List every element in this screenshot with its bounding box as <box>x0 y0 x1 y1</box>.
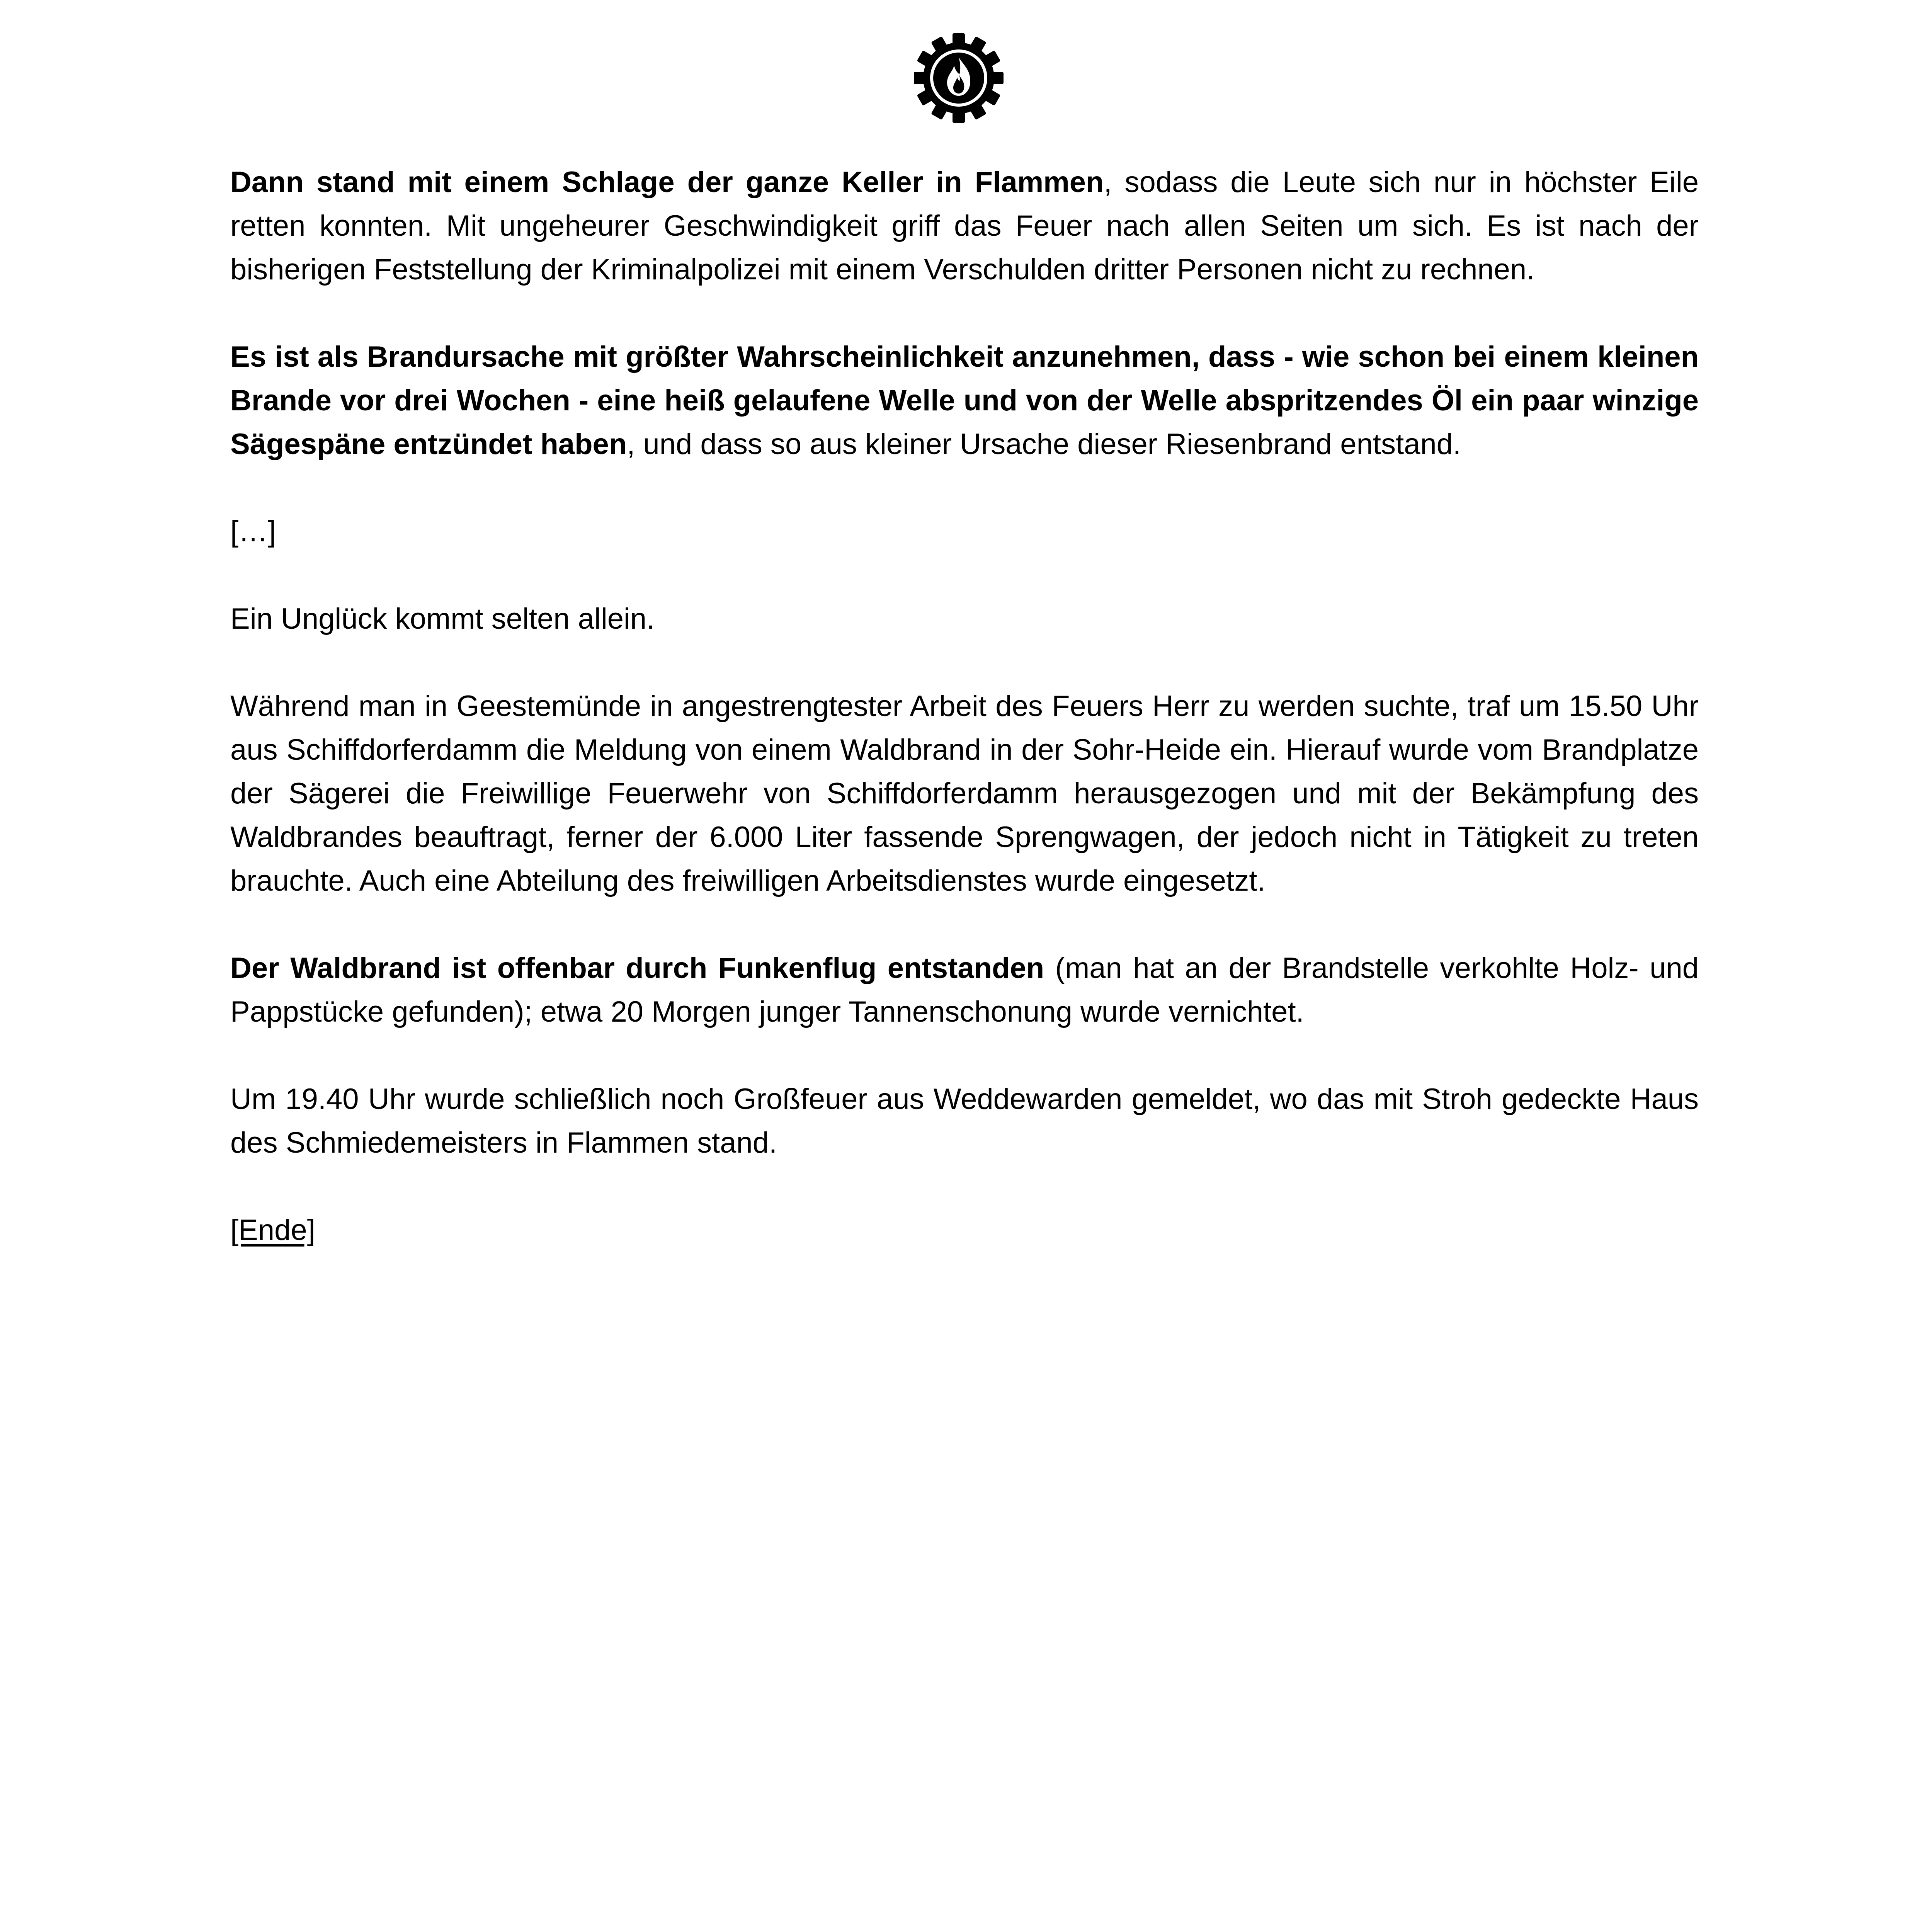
paragraph-5: Während man in Geestemünde in angestrengtester Arbeit des Feuers Herr zu werden suchte, traf um 15.50 Uhr aus Schiffdorferdamm die Meldung von einem Waldbrand in der Sohr-Heide ein. Hierauf wurde vom Brandplatze der Sägerei die Freiwillige Feuerwehr von Schiffdorferdamm herausgezogen und mit der Bekämpfung des Waldbrandes beauftragt, ferner der 6.000 Liter fassende Sprengwagen, der jedoch nicht in Tätigkeit zu treten brauchte. Auch eine Abteilung des freiwilligen Arbeitsdienstes wurde eingesetzt. <box>230 690 1699 897</box>
paragraph-6-bold: Der Waldbrand ist offenbar durch Funkenflug entstanden <box>230 952 1044 985</box>
paragraph-6-text: (man hat an der Brandstelle verkohlte Holz- und Pappstücke gefunden); etwa 20 Morgen junger Tannenschonung wurde vernichtet. <box>230 952 1699 1028</box>
paragraph-ellipsis: […] <box>230 515 276 548</box>
paragraph-4: Ein Unglück kommt selten allein. <box>230 602 655 635</box>
paragraph-2-text: , und dass so aus kleiner Ursache dieser Riesenbrand entstand. <box>627 428 1461 461</box>
end-marker: [Ende] <box>230 1214 315 1247</box>
paragraph-1 <box>230 160 1699 291</box>
paragraph-end <box>230 1208 1699 1252</box>
paragraph-2 <box>230 335 1699 466</box>
paragraph-7: Um 19.40 Uhr wurde schließlich noch Großfeuer aus Weddewarden gemeldet, wo das mit Stroh gedeckte Haus des Schmiedemeisters in Flammen stand. <box>230 1083 1699 1159</box>
paragraph-6 <box>230 946 1699 1034</box>
paragraph-1-text: , sodass die Leute sich nur in höchster Eile retten konnten. Mit ungeheurer Geschwindigkeit griff das Feuer nach allen Seiten um sich. Es ist nach der bisherigen Feststellung der Kriminalpolizei mit einem Verschulden dritter Personen nicht zu rechnen. <box>230 166 1699 286</box>
document-body <box>230 160 1699 1296</box>
gear-flame-icon <box>912 32 1005 124</box>
paragraph-2-bold: Es ist als Brandursache mit größter Wahrscheinlichkeit anzunehmen, dass - wie schon bei einem kleinen Brande vor drei Wochen - eine heiß gelaufene Welle und von der Welle abspritzendes Öl ein paar winzige Sägespäne entzündet haben <box>230 340 1699 461</box>
paragraph-1-bold: Dann stand mit einem Schlage der ganze Keller in Flammen <box>230 166 1104 199</box>
